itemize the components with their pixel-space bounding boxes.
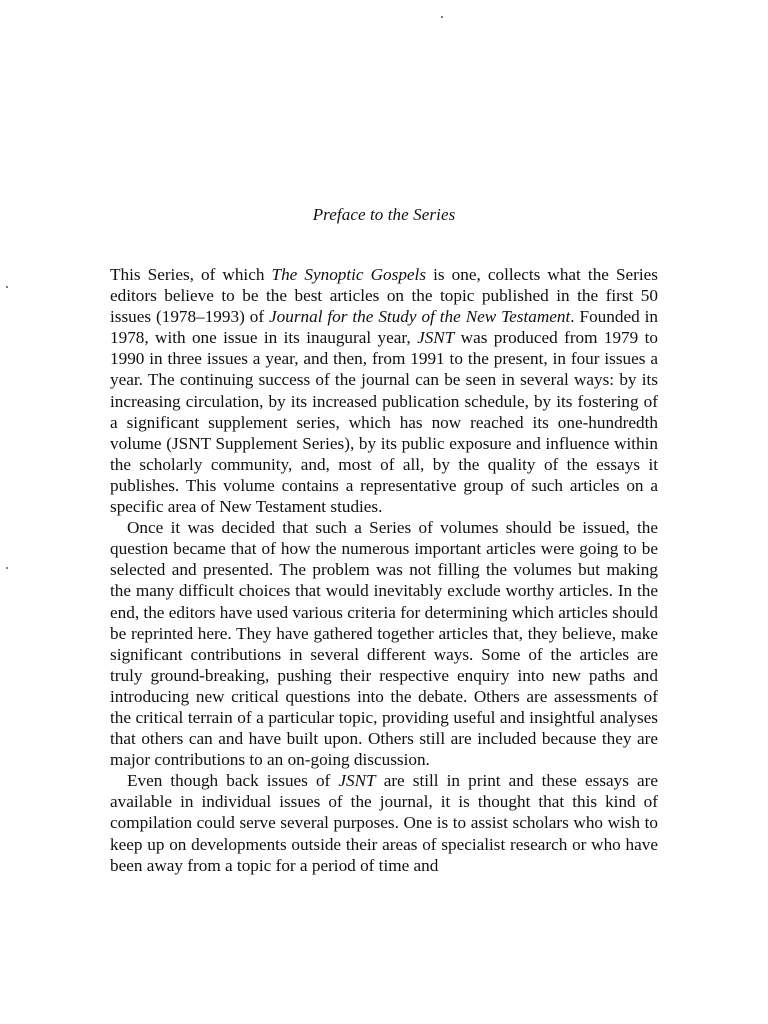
- body-text-segment: Even though back issues of: [127, 771, 339, 791]
- italic-text: Journal for the Study of the New Testament: [269, 307, 571, 327]
- body-text-segment: are still in print and these essays are available in individual issues of the journal, it is thought that this kind of compilation could serve several purposes. One is to assist scholars who wish to keep up on developments outside their areas of specialist research or who have been away from a topic for a period of time and: [110, 771, 658, 875]
- paragraph-3: [110, 770, 658, 875]
- italic-text: The Synoptic Gospels: [271, 265, 427, 284]
- body-text-segment: . Founded in 1978, with one issue in its inaugural year,: [110, 307, 658, 348]
- paragraph-2: [110, 517, 658, 770]
- margin-mark: [441, 16, 443, 18]
- body-text-segment: is one, collects what the Series editors believe to be the best articles on the topic published in the first 50 issues (1978–1993) of: [110, 265, 658, 327]
- margin-mark: [6, 286, 8, 288]
- body-text: [110, 264, 658, 876]
- paragraph-1: [110, 264, 658, 517]
- margin-mark: [6, 567, 8, 569]
- body-text-segment: was produced from 1979 to 1990 in three issues a year, and then, from 1991 to the present, in four issues a year. The continuing success of the journal can be seen in several ways: by its increasing circulation, by its increased publication schedule, by its fostering of a significant supplement series, which has now reached its one-hundredth volume (JSNT Supplement Series), by its public exposure and influence within the scholarly community, and, most of all, by the quality of the essays it publishes. This volume contains a representative group of such articles on a specific area of New Testament studies.: [110, 328, 658, 517]
- italic-text: JSNT: [338, 771, 376, 791]
- italic-text: JSNT: [417, 328, 455, 348]
- body-text-segment: This Series, of which: [110, 265, 272, 284]
- body-text-segment: Once it was decided that such a Series of volumes should be issued, the question became that of how the numerous important articles were going to be selected and presented. The problem was not filling the volumes but making the many difficult choices that would inevitably exclude worthy articles. In the end, the editors have used various criteria for determining which articles should be reprinted here. They have gathered together articles that, they believe, make significant contributions in several different ways. Some of the articles are truly ground-breaking, pushing their respective enquiry into new paths and introducing new critical questions into the debate. Others are assessments of the critical terrain of a particular topic, providing useful and insightful analyses that others can and have built upon. Others still are included because they are major contributions to an on-going discussion.: [110, 518, 658, 770]
- page-title: Preface to the Series: [312, 205, 456, 224]
